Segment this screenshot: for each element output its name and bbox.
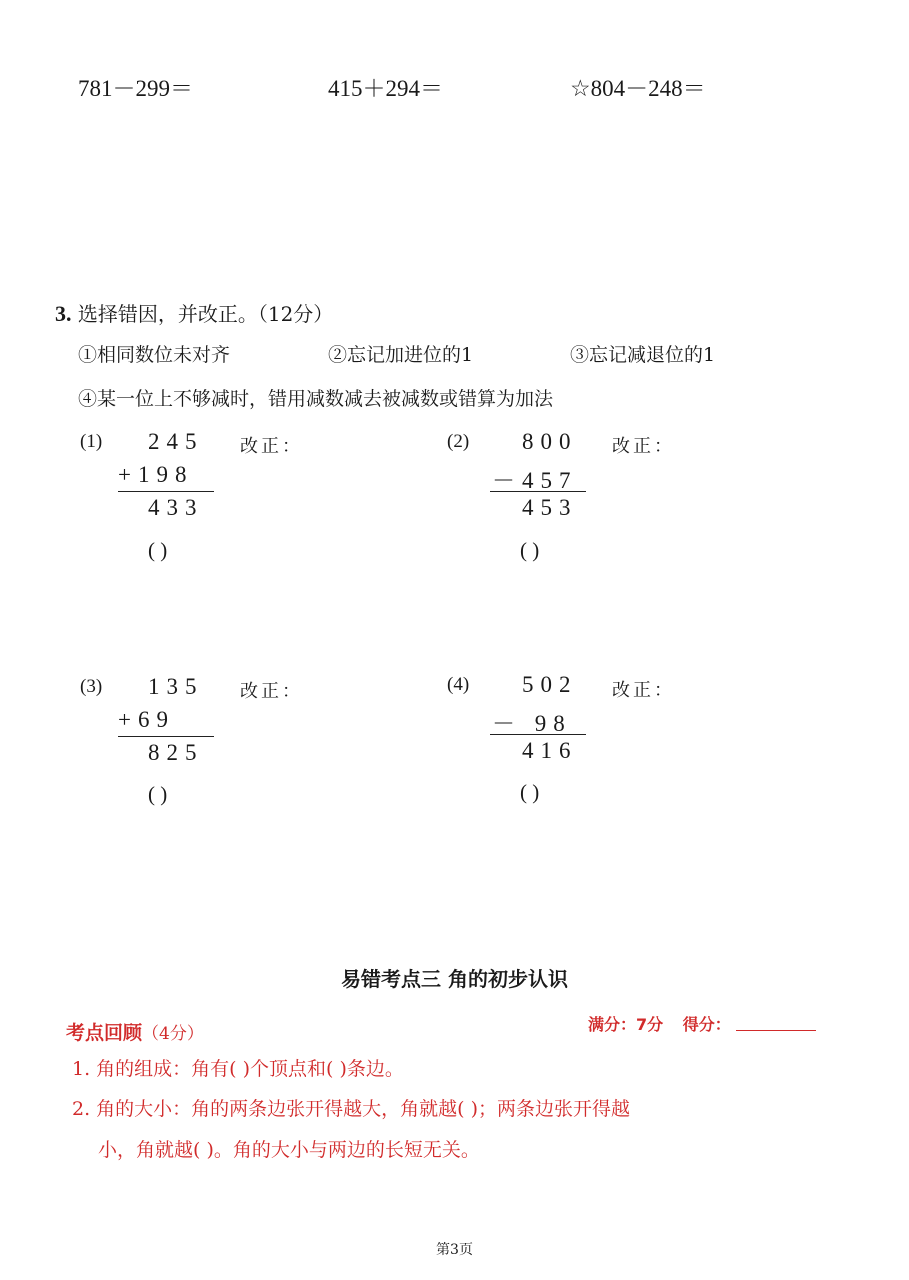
reason-3: ③忘记减退位的1: [570, 344, 716, 366]
review-header: [66, 1018, 204, 1045]
problem-label: (2): [447, 431, 470, 452]
problem-result: 453: [522, 495, 578, 520]
reason-2: ②忘记加进位的1: [328, 344, 474, 366]
fix-label: 改正：: [612, 436, 675, 457]
review-points: （4分）: [142, 1024, 204, 1044]
page-number: 第3页: [436, 1242, 473, 1258]
question-prompt: 选择错因，并改正。（12分）: [77, 302, 334, 326]
problem-top-number: 135: [148, 674, 204, 699]
problem-top-number: 245: [148, 429, 204, 454]
problem-top-number: 800: [522, 429, 578, 454]
answer-blank[interactable]: ( ): [148, 538, 168, 562]
expression-2: 415＋294＝: [328, 76, 443, 101]
expression-1: 781－299＝: [78, 76, 193, 101]
fix-label: 改正：: [240, 436, 303, 457]
review-item-1: 1. 角的组成：角有( )个顶点和( )条边。: [72, 1058, 404, 1080]
problem-result: 416: [522, 738, 578, 763]
review-title: 考点回顾: [66, 1022, 143, 1044]
answer-blank[interactable]: ( ): [148, 782, 168, 806]
review-item-2: 2. 角的大小：角的两条边张开得越大，角就越( )；两条边张开得越: [72, 1098, 631, 1120]
problem-rule: [118, 491, 214, 492]
problem-top-number: 502: [522, 672, 578, 697]
question-3-title: [55, 298, 333, 327]
section-title: 易错考点三 角的初步认识: [341, 967, 568, 991]
problem-second-number: +69: [118, 707, 175, 732]
problem-second-number: － 98: [492, 711, 572, 736]
answer-blank[interactable]: ( ): [520, 538, 540, 562]
problem-label: (3): [80, 676, 103, 697]
question-number: 3.: [55, 301, 72, 326]
problem-result: 433: [148, 495, 204, 520]
fix-label: 改正：: [612, 680, 675, 701]
review-item-2-cont: 小，角就越( )。角的大小与两边的长短无关。: [98, 1139, 480, 1161]
problem-result: 825: [148, 740, 204, 765]
reason-4: ④某一位上不够减时，错用减数减去被减数或错算为加法: [78, 388, 554, 410]
problem-label: (4): [447, 674, 470, 695]
answer-blank[interactable]: ( ): [520, 780, 540, 804]
problem-label: (1): [80, 431, 103, 452]
expression-3-starred: ☆804－248＝: [570, 76, 706, 101]
fix-label: 改正：: [240, 681, 303, 702]
score-label: 得分：: [682, 1015, 731, 1034]
score-input-line[interactable]: [736, 1030, 816, 1031]
problem-second-number: －457: [492, 468, 578, 493]
score-box: [588, 1012, 731, 1035]
problem-rule: [118, 736, 214, 737]
problem-rule: [490, 734, 586, 735]
problem-second-number: +198: [118, 462, 194, 487]
problem-rule: [490, 491, 586, 492]
reason-1: ①相同数位未对齐: [78, 344, 231, 366]
full-score: 满分：7分: [588, 1015, 664, 1034]
